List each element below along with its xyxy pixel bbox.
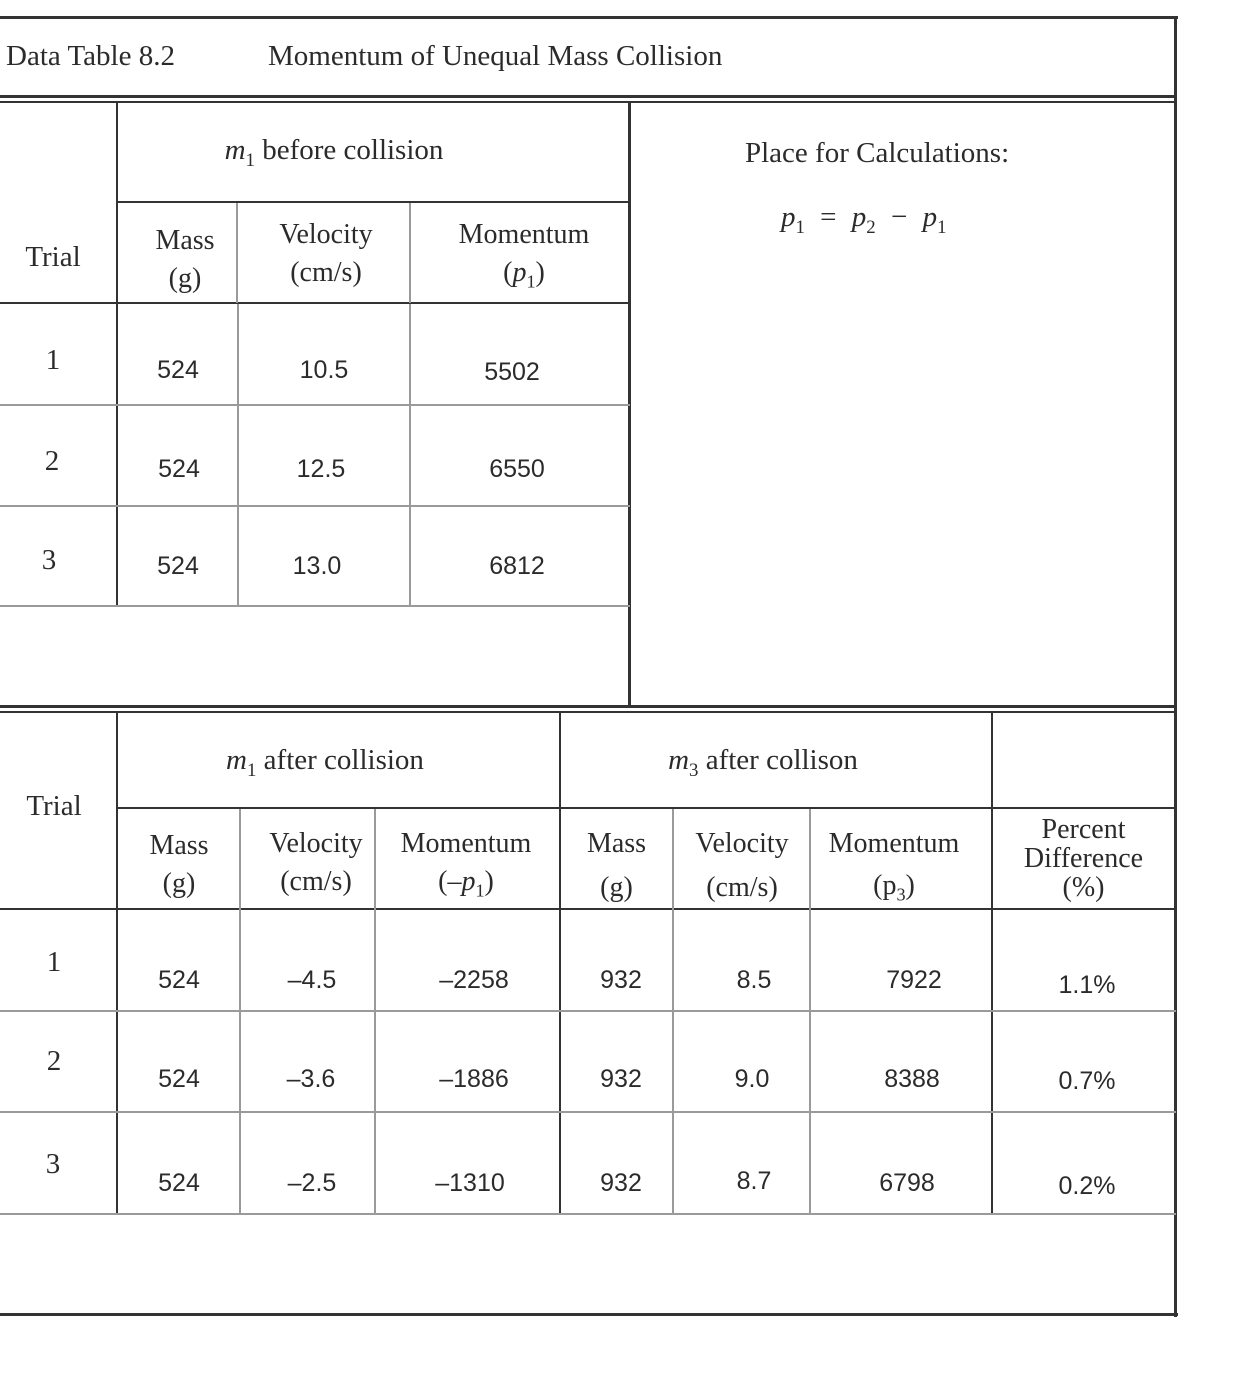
percent-value: 0.7% bbox=[1058, 1067, 1116, 1095]
momentum1-value: –1310 bbox=[435, 1169, 505, 1197]
trial-header-after: Trial bbox=[26, 790, 82, 822]
trial-number: 2 bbox=[46, 1045, 62, 1077]
velocity-header-after-m1: Velocity (cm/s) bbox=[269, 828, 363, 897]
percent-difference-header: Percent Difference (%) bbox=[1023, 814, 1144, 903]
velocity-header-after-m3: Velocity (cm/s) bbox=[695, 828, 789, 903]
velocity1-value: –2.5 bbox=[287, 1169, 337, 1197]
percent-value: 0.2% bbox=[1058, 1172, 1116, 1200]
momentum3-value: 6798 bbox=[879, 1169, 935, 1197]
momentum3-value: 8388 bbox=[884, 1065, 940, 1093]
table-number: Data Table 8.2 bbox=[6, 40, 175, 72]
mass-value: 524 bbox=[158, 455, 200, 483]
before-group-header: $m_1$ before collision bbox=[224, 134, 444, 171]
velocity-value: 10.5 bbox=[299, 356, 349, 384]
velocity3-value: 9.0 bbox=[734, 1065, 770, 1093]
trial-number: 3 bbox=[41, 544, 57, 576]
mass3-value: 932 bbox=[600, 1169, 642, 1197]
trial-number: 1 bbox=[45, 344, 61, 376]
mass-header-after-m1: Mass (g) bbox=[149, 830, 209, 899]
mass1-value: 524 bbox=[158, 966, 200, 994]
mass-value: 524 bbox=[157, 356, 199, 384]
mass-header-before: Mass (g) bbox=[155, 225, 215, 294]
trial-header-before: Trial bbox=[25, 241, 81, 273]
momentum-value: 6550 bbox=[489, 455, 545, 483]
mass3-value: 932 bbox=[600, 1065, 642, 1093]
velocity3-value: 8.5 bbox=[736, 966, 772, 994]
velocity-value: 13.0 bbox=[292, 552, 342, 580]
trial-number: 1 bbox=[46, 946, 62, 978]
trial-number: 2 bbox=[44, 445, 60, 477]
velocity-value: 12.5 bbox=[296, 455, 346, 483]
momentum3-value: 7922 bbox=[886, 966, 942, 994]
mass1-value: 524 bbox=[158, 1169, 200, 1197]
mass1-value: 524 bbox=[158, 1065, 200, 1093]
percent-value: 1.1% bbox=[1058, 971, 1116, 999]
velocity1-value: –4.5 bbox=[287, 966, 337, 994]
calculations-label: Place for Calculations: bbox=[745, 137, 1010, 169]
m1-after-group-header: $m_1$ after collision bbox=[226, 744, 424, 781]
momentum-value: 5502 bbox=[484, 358, 540, 386]
momentum-value: 6812 bbox=[489, 552, 545, 580]
momentum-header-after-m3: Momentum $(p_3)$ bbox=[828, 828, 960, 905]
momentum-header-before: Momentum $(p_1)$ bbox=[458, 219, 590, 292]
velocity-header-before: Velocity (cm/s) bbox=[279, 219, 373, 288]
velocity3-value: 8.7 bbox=[736, 1167, 772, 1195]
momentum1-value: –1886 bbox=[439, 1065, 509, 1093]
table-title: Momentum of Unequal Mass Collision bbox=[268, 40, 723, 72]
mass3-value: 932 bbox=[600, 966, 642, 994]
mass-value: 524 bbox=[157, 552, 199, 580]
momentum1-value: –2258 bbox=[439, 966, 509, 994]
momentum-header-after-m1: Momentum $(-p_1)$ bbox=[400, 828, 532, 901]
calculation-equation: $p_1 = p_2 - p_1$ bbox=[781, 201, 947, 238]
velocity1-value: –3.6 bbox=[286, 1065, 336, 1093]
mass-header-after-m3: Mass (g) bbox=[586, 828, 647, 903]
m3-after-group-header: $m_3$ after collison bbox=[668, 744, 858, 781]
trial-number: 3 bbox=[45, 1148, 61, 1180]
